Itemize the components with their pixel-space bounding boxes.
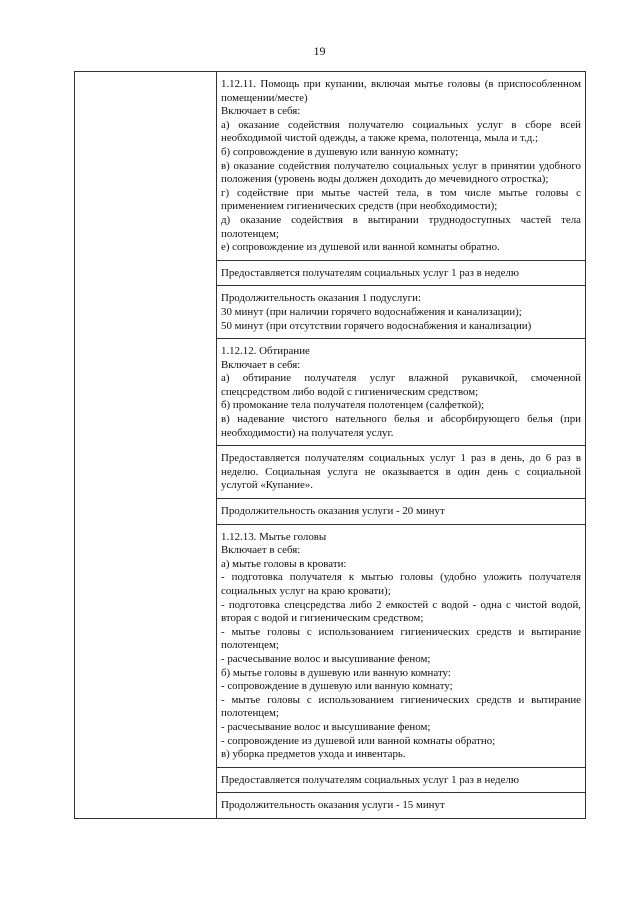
cell-text-line: Предоставляется получателям социальных услуг 1 раз в неделю bbox=[221, 266, 519, 279]
table-row bbox=[75, 72, 586, 261]
cell-text-line: 1.12.11. Помощь при купании, включая мытье головы (в приспособленном помещении/месте) bbox=[221, 78, 581, 104]
cell-text-line: - расчесывание волос и высушивание феном; bbox=[221, 720, 431, 733]
cell-text-line: в) оказание содействия получателю социальных услуг в принятии удобного положения (уровень воды должен доходить до мечевидного отростка); bbox=[221, 159, 581, 186]
cell-text-line: - мытье головы с использованием гигиенических средств и вытирание полотенцем; bbox=[221, 693, 581, 720]
cell-text-line: Включает в себя: bbox=[221, 544, 301, 557]
empty-left-column bbox=[75, 72, 217, 819]
frequency-cell bbox=[217, 260, 586, 286]
cell-text-line: а) обтирание получателя услуг влажной рукавичкой, смоченной спецсредством либо водой с гигиеническим средством; bbox=[221, 372, 581, 398]
cell-text-line: б) промокание тела получателя полотенцем (салфеткой); bbox=[221, 399, 485, 412]
cell-text-line: Продолжительность оказания услуги - 20 минут bbox=[221, 505, 445, 518]
cell-text-line: 1.12.13. Мытье головы bbox=[221, 530, 327, 543]
cell-text-line: - подготовка спецсредства либо 2 емкостей с водой - одна с чистой водой, вторая с водой и гигиеническим средством; bbox=[221, 598, 581, 625]
cell-text-line: в) надевание чистого нательного белья и абсорбирующего белья (при необходимости) на получателя услуг. bbox=[221, 413, 581, 439]
service-description-cell bbox=[217, 339, 586, 446]
frequency-cell bbox=[217, 446, 586, 499]
cell-text-line: - подготовка получателя к мытью головы (удобно уложить получателя социальных услуг на краю кровати); bbox=[221, 571, 581, 597]
cell-text-line: б) сопровождение в душевую или ванную комнату; bbox=[221, 145, 459, 158]
cell-text-line: Продолжительность оказания услуги - 15 минут bbox=[221, 799, 445, 812]
cell-text-line: Продолжительность оказания 1 подуслуги: bbox=[221, 292, 421, 305]
cell-text-line: - мытье головы с использованием гигиенических средств и вытирание полотенцем; bbox=[221, 625, 581, 652]
service-description-cell bbox=[217, 524, 586, 767]
service-description-cell bbox=[217, 72, 586, 261]
cell-text-line: г) содействие при мытье частей тела, в том числе мытье головы с применением гигиенических средств (при необходимости); bbox=[221, 186, 581, 213]
services-table bbox=[74, 71, 586, 819]
cell-text-line: 30 минут (при наличии горячего водоснабжения и канализации); bbox=[221, 305, 522, 318]
duration-cell bbox=[217, 499, 586, 525]
duration-cell bbox=[217, 793, 586, 819]
cell-text-line: Включает в себя: bbox=[221, 358, 301, 371]
cell-text-line: а) мытье головы в кровати: bbox=[221, 557, 347, 570]
cell-text-line: в) уборка предметов ухода и инвентарь. bbox=[221, 748, 406, 761]
cell-text-line: 1.12.12. Обтирание bbox=[221, 345, 310, 358]
cell-text-line: Предоставляется получателям социальных услуг 1 раз в неделю bbox=[221, 773, 519, 786]
cell-text-line: Предоставляется получателям социальных услуг 1 раз в день, до 6 раз в неделю. Социальная услуга не оказывается в один день с социальной услугой «Купание». bbox=[221, 452, 581, 492]
cell-text-line: 50 минут (при отсутствии горячего водоснабжения и канализации) bbox=[221, 319, 532, 332]
duration-cell bbox=[217, 286, 586, 339]
services-table-body bbox=[75, 72, 586, 819]
cell-text-line: д) оказание содействия в вытирании труднодоступных частей тела полотенцем; bbox=[221, 213, 581, 240]
cell-text-line: а) оказание содействия получателю социальных услуг в сборе всей необходимой чистой одежды, а также крема, полотенца, мыла и т.д.; bbox=[221, 118, 581, 145]
cell-text-line: - расчесывание волос и высушивание феном; bbox=[221, 652, 431, 665]
cell-text-line: е) сопровождение из душевой или ванной комнаты обратно. bbox=[221, 241, 500, 254]
cell-text-line: - сопровождение из душевой или ванной комнаты обратно; bbox=[221, 734, 496, 747]
cell-text-line: Включает в себя: bbox=[221, 105, 301, 118]
frequency-cell bbox=[217, 767, 586, 793]
cell-text-line: б) мытье головы в душевую или ванную комнату: bbox=[221, 666, 451, 679]
page-number: 19 bbox=[313, 44, 326, 58]
cell-text-line: - сопровождение в душевую или ванную комнату; bbox=[221, 680, 453, 693]
